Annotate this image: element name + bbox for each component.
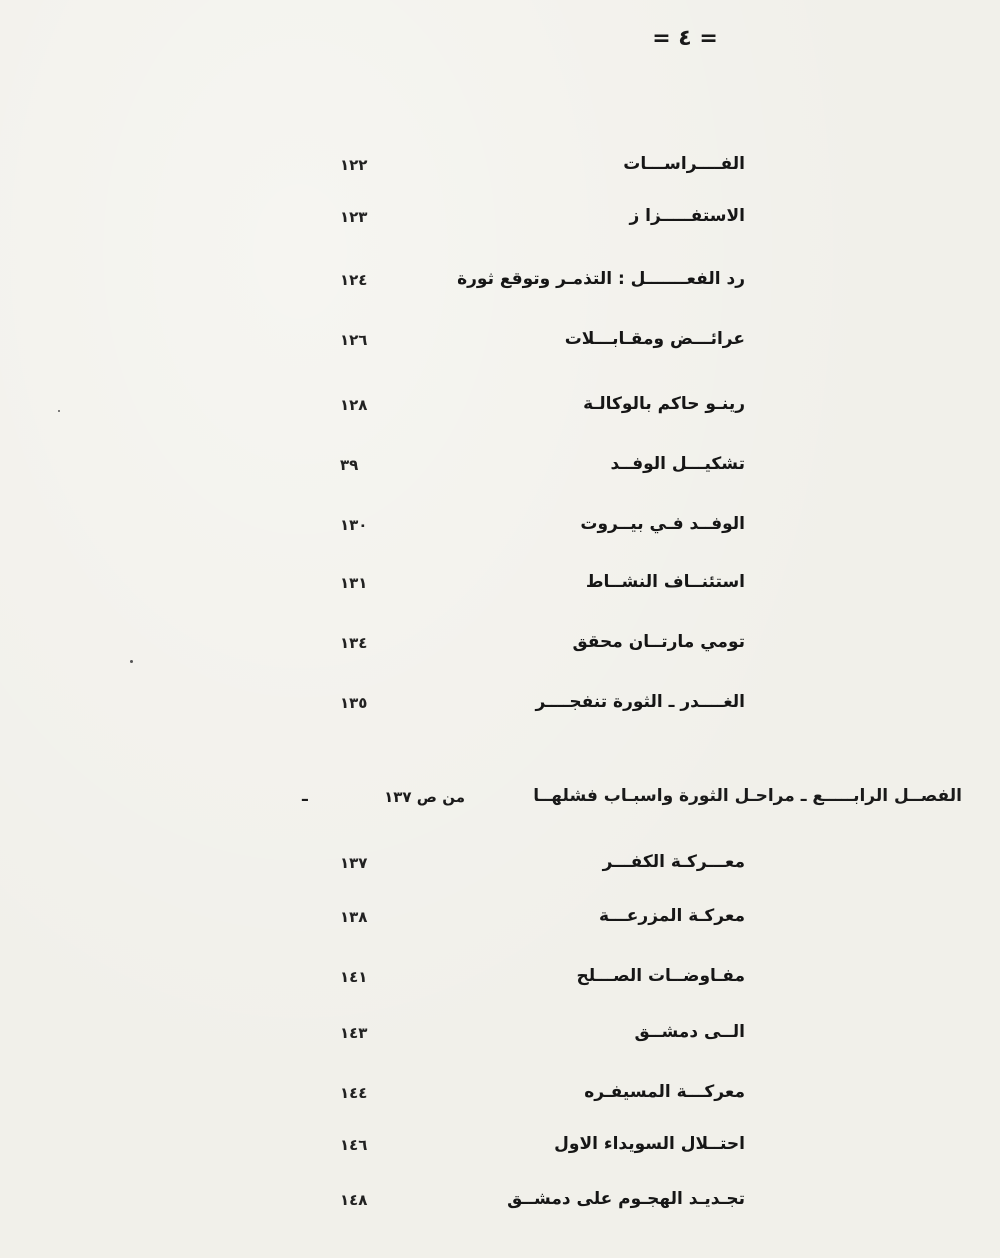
toc-entry-page-number: ١٤١ xyxy=(340,968,368,986)
toc-entry-page-number: ١٣١ xyxy=(340,574,368,592)
toc-entry-title: الغــــدر ـ الثورة تنفجــــر xyxy=(535,692,745,712)
toc-entry-page-number: ١٣٧ xyxy=(340,854,368,872)
toc-entry-page-number: ١٤٨ xyxy=(340,1191,368,1209)
toc-entry-title: تومي مارتــان محقق xyxy=(572,632,745,652)
toc-entry-title: تشكيـــل الوفــد xyxy=(610,454,745,474)
toc-entry xyxy=(0,1130,1000,1170)
toc-entry xyxy=(0,1078,1000,1118)
toc-entry-title: الفــــراســـات xyxy=(623,154,745,174)
toc-entry-title: احتــلال السويداء الاول xyxy=(554,1134,745,1154)
toc-entry-page-number: ١٢٦ xyxy=(340,331,368,349)
toc-entry xyxy=(0,265,1000,305)
toc-entry-title: عرائـــض ومقـابـــلات xyxy=(564,329,745,349)
toc-entry-page-number: ١٤٦ xyxy=(340,1136,368,1154)
toc-entry xyxy=(0,688,1000,728)
paper-speck xyxy=(58,410,60,412)
toc-entry-page-number: ١٢٢ xyxy=(340,156,368,174)
toc-entry-title: الوفــد فـي بيــروت xyxy=(580,514,745,534)
toc-entry xyxy=(0,628,1000,668)
toc-entry xyxy=(0,848,1000,888)
toc-entry-title: معركـــة المسيفـره xyxy=(584,1082,745,1102)
toc-entry xyxy=(0,510,1000,550)
toc-entry xyxy=(0,325,1000,365)
chapter-range-dash: ـ xyxy=(302,786,308,806)
toc-entry-title: رينـو حاكم بالوكالـة xyxy=(583,394,745,414)
chapter-heading xyxy=(0,784,1000,820)
toc-entry-page-number: ١٢٨ xyxy=(340,396,368,414)
toc-entry-title: معركـة المزرعـــة xyxy=(599,906,745,926)
toc-entry-title: مفـاوضــات الصـــلح xyxy=(576,966,745,986)
toc-entry-page-number: ١٣٤ xyxy=(340,634,368,652)
toc-entry-title: معـــركـة الكفـــر xyxy=(602,852,745,872)
toc-entry xyxy=(0,568,1000,608)
toc-entry-page-number: ٣٩ xyxy=(340,456,359,474)
toc-entry xyxy=(0,450,1000,490)
toc-entry xyxy=(0,902,1000,942)
toc-entry-page-number: ١٣٥ xyxy=(340,694,368,712)
toc-entry xyxy=(0,1185,1000,1225)
page-number: = ٤ = xyxy=(652,26,718,51)
toc-entry-title: تجـديـد الهجـوم على دمشــق xyxy=(507,1189,745,1209)
toc-entry xyxy=(0,150,1000,190)
toc-entry-page-number: ١٣٨ xyxy=(340,908,368,926)
toc-entry-page-number: ١٤٣ xyxy=(340,1024,368,1042)
toc-entry-page-number: ١٤٤ xyxy=(340,1084,368,1102)
toc-entry xyxy=(0,962,1000,1002)
chapter-page-range: من ص ١٣٧ xyxy=(384,788,465,806)
toc-entry-title: رد الفعـــــــل : التذمـر وتوقع ثورة xyxy=(457,269,745,289)
paper-speck xyxy=(130,660,133,663)
toc-entry-page-number: ١٢٤ xyxy=(340,271,368,289)
toc-entry-title: الاستفـــــزا ز xyxy=(629,206,745,226)
toc-entry-page-number: ١٢٣ xyxy=(340,208,368,226)
toc-entry xyxy=(0,1018,1000,1058)
toc-entry-title: الــى دمشــق xyxy=(634,1022,745,1042)
toc-entry-page-number: ١٣٠ xyxy=(340,516,368,534)
chapter-title: الفصــل الرابـــــع ـ مراحـل الثورة واسبـاب فشلهــا xyxy=(533,786,962,806)
toc-entry-title: استئنــاف النشــاط xyxy=(585,572,745,592)
toc-entry xyxy=(0,202,1000,242)
toc-entry xyxy=(0,390,1000,430)
